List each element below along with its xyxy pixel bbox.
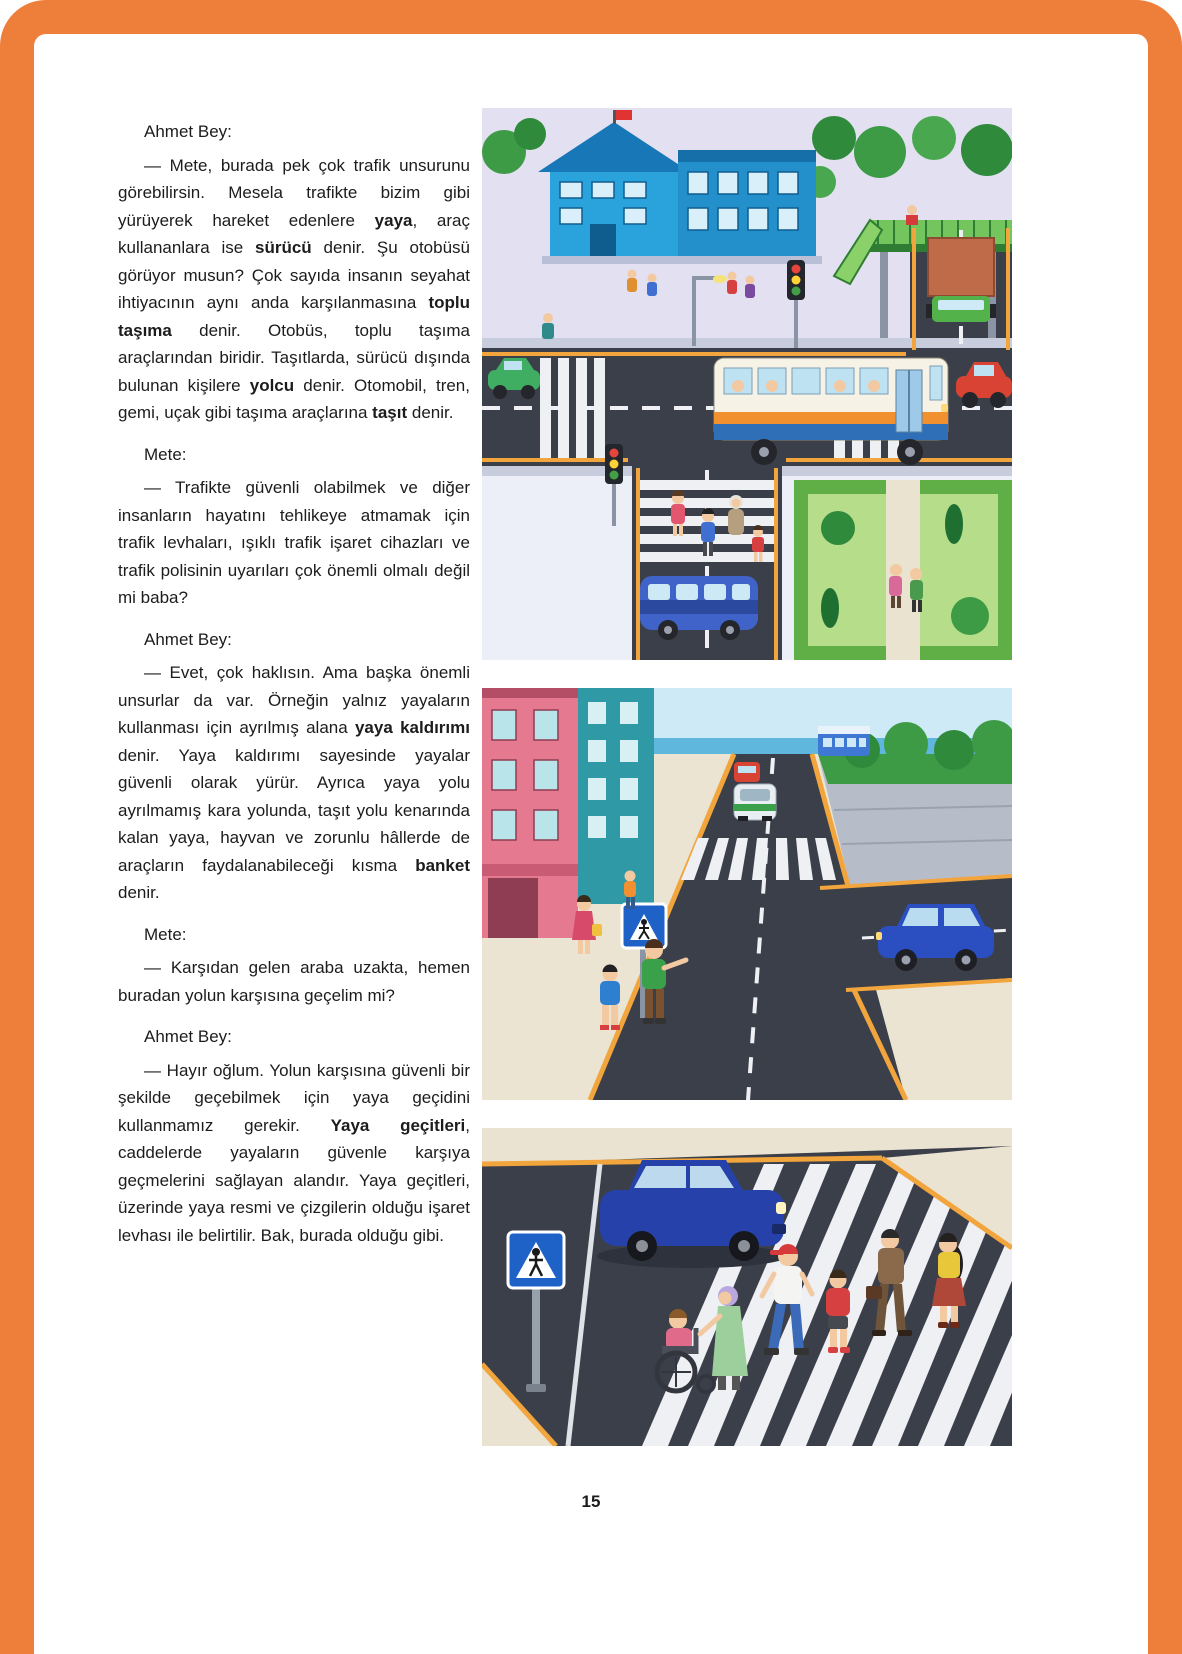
intersection-illustration xyxy=(482,108,1012,660)
speaker-label: Ahmet Bey: xyxy=(144,629,232,649)
speaker-label: Ahmet Bey: xyxy=(144,1027,232,1046)
figure-intersection-scene xyxy=(482,108,1012,660)
dialog-text xyxy=(118,104,470,1258)
dialog-paragraph: — Evet, çok haklısın. Ama başka önemli unsurlar da var. Örneğin yalnız yayaların kullanması için ayrılmış alana yaya kaldırımı denir. Yaya kaldırımı sayesinde yayalar güvenli olarak yürür. Ayrıca yaya yolu ayrılmamış kara yolunda, taşıt yolu kenarında kalan yaya, hayvan ve zorunlu hâllerde de araçların faydalanabileceği kısma banket denir. xyxy=(118,663,470,902)
speaker-label: Ahmet Bey: xyxy=(144,122,232,141)
speaker-label: Mete: xyxy=(144,924,187,944)
dialog-paragraph: — Hayır oğlum. Yolun karşısına güvenli bir şekilde geçebilmek için yaya geçidini kullanmamız gerekir. Yaya geçitleri, caddelerde yayaların güvenle karşıya geçmelerini sağlayan alandır. Yaya geçitleri, üzerinde yaya resmi ve çizgilerin olduğu işaret levhası ile belirtilir. Bak, burada olduğu gibi. xyxy=(118,1060,470,1245)
figures-column xyxy=(482,108,1012,1474)
distant-red-car xyxy=(734,762,760,782)
figure-crossing-scene xyxy=(482,1128,1012,1446)
park xyxy=(794,480,1012,660)
dialog-paragraph: — Mete, burada pek çok trafik unsurunu görebilirsin. Mesela trafikte bizim gibi yürüyerek hareket edenlere yaya, araç kullananlara ise sürücü denir. Şu otobüsü görüyor musun? Çok sayıda insanın seyahat ihtiyacının aynı anda karşılanmasına toplu taşıma denir. Otobüs, toplu taşıma araçlarından biridir. Taşıtlarda, sürücü dışında bulunan kişilere yolcu denir. Otomobil, tren, gemi, uçak gibi taşıma araçlarına taşıt denir. xyxy=(118,155,470,422)
figure-sidewalk-scene xyxy=(482,688,1012,1100)
truck xyxy=(926,238,996,322)
sidewalk-illustration xyxy=(482,688,1012,1100)
crossing-illustration xyxy=(482,1128,1012,1446)
page-number: 15 xyxy=(581,1492,601,1511)
speaker-label: Mete: xyxy=(144,444,187,464)
dialog-paragraph: — Karşıdan gelen araba uzakta, hemen buradan yolun karşısına geçelim mi? xyxy=(118,958,470,1005)
distant-bus xyxy=(818,726,870,756)
dialog-paragraph: — Trafikte güvenli olabilmek ve diğer insanların hayatını tehlikeye atmamak için trafik levhaları, ışıklı trafik işaret cihazları ve trafik polisinin uyarıları çok önemli olmalı değil mi baba? xyxy=(118,478,470,607)
distant-car xyxy=(734,784,776,821)
